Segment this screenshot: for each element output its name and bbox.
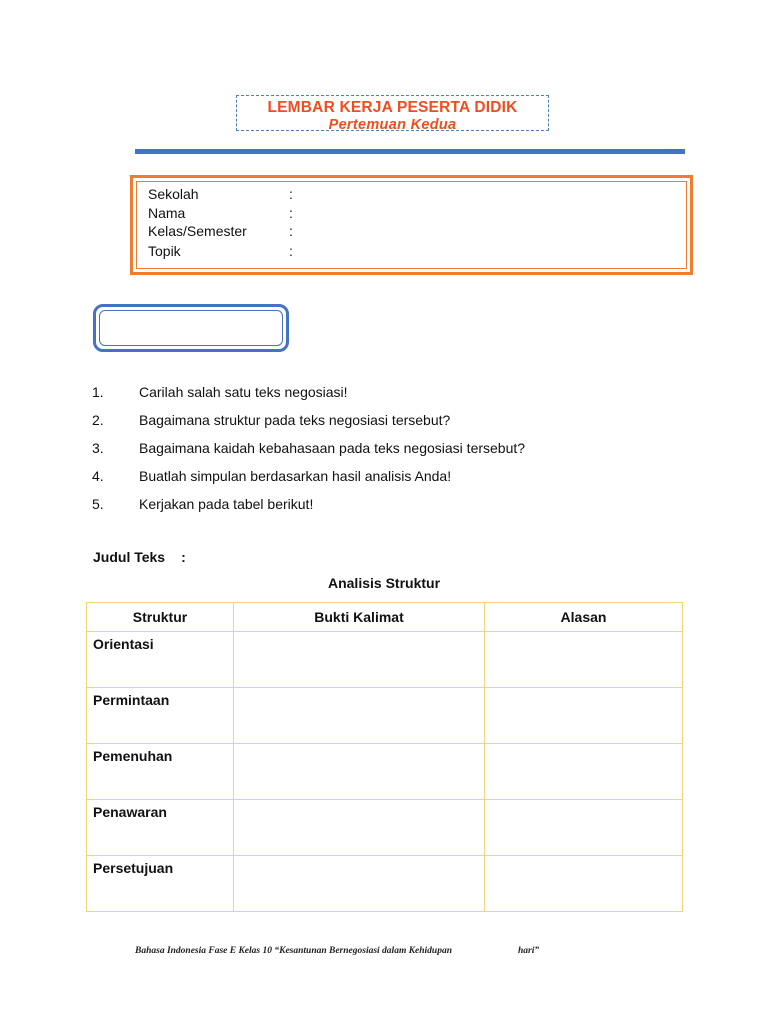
column-header-alasan: Alasan — [485, 603, 683, 632]
identity-label: Nama — [148, 205, 186, 221]
page-footer-end: hari” — [518, 946, 540, 956]
identity-row-sekolah — [148, 186, 293, 202]
table-row — [87, 800, 683, 856]
alasan-cell[interactable] — [485, 632, 683, 688]
bukti-kalimat-cell[interactable] — [234, 856, 485, 912]
judul-teks-field — [93, 549, 186, 565]
page-title: LEMBAR KERJA PESERTA DIDIK — [267, 99, 518, 116]
identity-colon: : — [289, 205, 293, 221]
table-caption: Analisis Struktur — [327, 575, 441, 591]
alasan-cell[interactable] — [485, 688, 683, 744]
instruction-number: 1. — [92, 384, 104, 400]
struktur-cell: Pemenuhan — [87, 744, 234, 800]
identity-label: Sekolah — [148, 186, 199, 202]
instruction-item — [92, 494, 692, 522]
identity-colon: : — [289, 243, 293, 259]
instruction-text: Kerjakan pada tabel berikut! — [139, 496, 314, 512]
table-row — [87, 744, 683, 800]
judul-colon: : — [181, 549, 186, 565]
bukti-kalimat-cell[interactable] — [234, 744, 485, 800]
table-row — [87, 688, 683, 744]
alasan-cell[interactable] — [485, 800, 683, 856]
instruction-number: 3. — [92, 440, 104, 456]
identity-label: Kelas/Semester — [148, 223, 247, 239]
bukti-kalimat-cell[interactable] — [234, 688, 485, 744]
page-subtitle: Pertemuan Kedua — [328, 117, 457, 133]
title-box — [236, 95, 549, 131]
identity-row-nama — [148, 205, 293, 221]
instruction-text: Bagaimana kaidah kebahasaan pada teks negosiasi tersebut? — [139, 440, 526, 456]
identity-colon: : — [289, 223, 293, 239]
instruction-number: 4. — [92, 468, 104, 484]
table-header-row — [87, 603, 683, 632]
table-row — [87, 856, 683, 912]
identity-row-kelas — [148, 223, 293, 239]
instruction-text: Bagaimana struktur pada teks negosiasi tersebut? — [139, 412, 451, 428]
table-row — [87, 632, 683, 688]
struktur-cell: Permintaan — [87, 688, 234, 744]
instruction-item — [92, 466, 692, 494]
section-label-inner-border — [99, 310, 283, 346]
header-divider — [135, 149, 685, 154]
instruction-item — [92, 382, 692, 410]
identity-box — [130, 175, 693, 275]
identity-row-topik — [148, 243, 293, 259]
instruction-text: Carilah salah satu teks negosiasi! — [139, 384, 348, 400]
instruction-item — [92, 410, 692, 438]
page-footer: Bahasa Indonesia Fase E Kelas 10 “Kesantunan Bernegosiasi dalam Kehidupan — [135, 946, 453, 956]
bukti-kalimat-cell[interactable] — [234, 632, 485, 688]
analysis-table — [86, 602, 683, 912]
instruction-item — [92, 438, 692, 466]
judul-label: Judul Teks — [93, 549, 166, 565]
column-header-bukti-kalimat: Bukti Kalimat — [234, 603, 485, 632]
bukti-kalimat-cell[interactable] — [234, 800, 485, 856]
instruction-list — [92, 382, 692, 522]
alasan-cell[interactable] — [485, 744, 683, 800]
instruction-number: 5. — [92, 496, 104, 512]
struktur-cell: Orientasi — [87, 632, 234, 688]
column-header-struktur: Struktur — [87, 603, 234, 632]
instruction-number: 2. — [92, 412, 104, 428]
alasan-cell[interactable] — [485, 856, 683, 912]
identity-label: Topik — [148, 243, 181, 259]
identity-colon: : — [289, 186, 293, 202]
section-label-box — [93, 304, 289, 352]
struktur-cell: Penawaran — [87, 800, 234, 856]
instruction-text: Buatlah simpulan berdasarkan hasil analisis Anda! — [139, 468, 452, 484]
struktur-cell: Persetujuan — [87, 856, 234, 912]
